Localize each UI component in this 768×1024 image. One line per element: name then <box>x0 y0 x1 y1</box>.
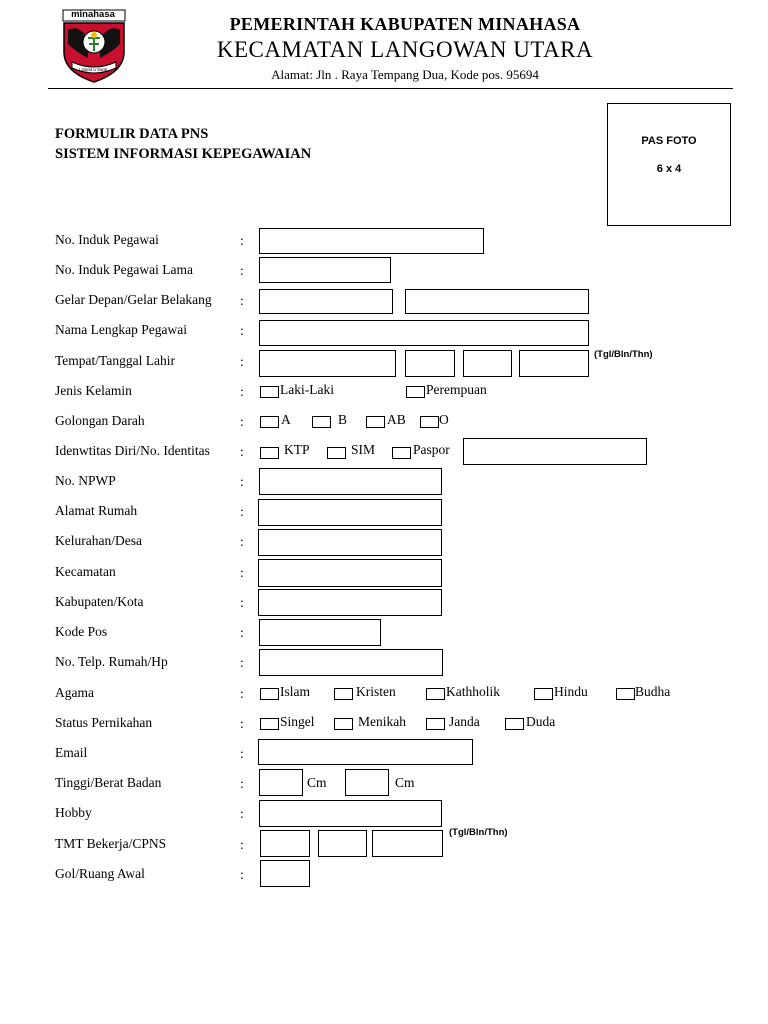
logo-text: minahasa <box>71 9 115 20</box>
option-ktp: KTP <box>284 442 310 457</box>
colon: : <box>240 414 244 429</box>
bln-lahir-field[interactable] <box>463 350 512 377</box>
email-field[interactable] <box>258 739 473 765</box>
islam-checkbox[interactable] <box>260 688 279 700</box>
option-budha: Budha <box>635 684 671 699</box>
option-janda: Janda <box>449 714 480 729</box>
paspor-checkbox[interactable] <box>392 447 411 459</box>
option-paspor: Paspor <box>413 442 450 457</box>
photo-box[interactable] <box>607 103 731 226</box>
label-hobby: Hobby <box>55 805 92 820</box>
date-hint: (Tgl/Bln/Thn) <box>449 827 508 838</box>
kabupaten-field[interactable] <box>258 589 442 616</box>
kathholik-checkbox[interactable] <box>426 688 445 700</box>
kecamatan-field[interactable] <box>258 559 442 587</box>
label-kecamatan: Kecamatan <box>55 564 116 579</box>
colon: : <box>240 776 244 791</box>
colon: : <box>240 263 244 278</box>
form-title-1: FORMULIR DATA PNS <box>55 126 209 142</box>
colon: : <box>240 384 244 399</box>
gol-ruang-field[interactable] <box>260 860 310 887</box>
label-status: Status Pernikahan <box>55 715 153 730</box>
option-laki-laki: Laki-Laki <box>280 382 334 397</box>
gelar-belakang-field[interactable] <box>405 289 589 314</box>
label-jenis-kelamin: Jenis Kelamin <box>55 383 132 398</box>
date-hint: (Tgl/Bln/Thn) <box>594 349 653 360</box>
label-gol-ruang: Gol/Ruang Awal <box>55 866 145 881</box>
colon: : <box>240 444 244 459</box>
menikah-checkbox[interactable] <box>334 718 353 730</box>
tmt-thn-field[interactable] <box>372 830 443 857</box>
nip-field[interactable] <box>259 228 484 254</box>
colon: : <box>240 504 244 519</box>
ktp-checkbox[interactable] <box>260 447 279 459</box>
option-gol-a: A <box>281 412 291 427</box>
colon: : <box>240 354 244 369</box>
label-ttl: Tempat/Tanggal Lahir <box>55 353 175 368</box>
logo-ribbon-text: I Jayat u Santi <box>78 67 108 72</box>
option-perempuan: Perempuan <box>426 382 487 397</box>
gol-a-checkbox[interactable] <box>260 416 279 428</box>
option-hindu: Hindu <box>554 684 588 699</box>
singel-checkbox[interactable] <box>260 718 279 730</box>
gol-o-checkbox[interactable] <box>420 416 439 428</box>
budha-checkbox[interactable] <box>616 688 635 700</box>
no-identitas-field[interactable] <box>463 438 647 465</box>
kelurahan-field[interactable] <box>258 529 442 556</box>
label-npwp: No. NPWP <box>55 473 116 488</box>
photo-label: PAS FOTO <box>641 135 697 147</box>
label-alamat: Alamat Rumah <box>55 503 138 518</box>
colon: : <box>240 233 244 248</box>
label-kabupaten: Kabupaten/Kota <box>55 594 144 609</box>
label-gelar: Gelar Depan/Gelar Belakang <box>55 292 212 307</box>
duda-checkbox[interactable] <box>505 718 524 730</box>
label-kode-pos: Kode Pos <box>55 624 108 639</box>
option-gol-o: O <box>439 412 449 427</box>
form-title-2: SISTEM INFORMASI KEPEGAWAIAN <box>55 146 312 162</box>
colon: : <box>240 655 244 670</box>
label-tmt: TMT Bekerja/CPNS <box>55 836 167 851</box>
colon: : <box>240 595 244 610</box>
tempat-lahir-field[interactable] <box>259 350 396 377</box>
nama-field[interactable] <box>259 320 589 346</box>
unit-cm: Cm <box>395 775 415 790</box>
option-gol-ab: AB <box>387 412 406 427</box>
tmt-bln-field[interactable] <box>318 830 367 857</box>
colon: : <box>240 474 244 489</box>
kristen-checkbox[interactable] <box>334 688 353 700</box>
gol-ab-checkbox[interactable] <box>366 416 385 428</box>
label-tinggi: Tinggi/Berat Badan <box>55 775 162 790</box>
janda-checkbox[interactable] <box>426 718 445 730</box>
laki-laki-checkbox[interactable] <box>260 386 279 398</box>
label-email: Email <box>55 745 88 760</box>
option-islam: Islam <box>280 684 310 699</box>
header-address: Alamat: Jln . Raya Tempang Dua, Kode pos. 95694 <box>271 67 539 82</box>
telp-field[interactable] <box>259 649 443 676</box>
sim-checkbox[interactable] <box>327 447 346 459</box>
label-kelurahan: Kelurahan/Desa <box>55 533 142 548</box>
tinggi-field[interactable] <box>259 769 303 796</box>
header-divider <box>48 88 733 89</box>
option-duda: Duda <box>526 714 556 729</box>
npwp-field[interactable] <box>259 468 442 495</box>
label-identitas: Idenwtitas Diri/No. Identitas <box>55 443 210 458</box>
colon: : <box>240 323 244 338</box>
label-nip: No. Induk Pegawai <box>55 232 159 247</box>
tgl-lahir-field[interactable] <box>405 350 455 377</box>
photo-size: 6 x 4 <box>656 163 682 175</box>
header-line2: KECAMATAN LANGOWAN UTARA <box>216 37 594 62</box>
colon: : <box>240 806 244 821</box>
colon: : <box>240 565 244 580</box>
header-line1: PEMERINTAH KABUPATEN MINAHASA <box>229 14 581 34</box>
hindu-checkbox[interactable] <box>534 688 553 700</box>
label-nama: Nama Lengkap Pegawai <box>55 322 187 337</box>
thn-lahir-field[interactable] <box>519 350 589 377</box>
option-kristen: Kristen <box>356 684 396 699</box>
gelar-depan-field[interactable] <box>259 289 393 314</box>
tmt-tgl-field[interactable] <box>260 830 310 857</box>
colon: : <box>240 625 244 640</box>
colon: : <box>240 867 244 882</box>
colon: : <box>240 746 244 761</box>
colon: : <box>240 837 244 852</box>
label-gol-darah: Golongan Darah <box>55 413 145 428</box>
hobby-field[interactable] <box>259 800 442 827</box>
alamat-field[interactable] <box>258 499 442 526</box>
gol-b-checkbox[interactable] <box>312 416 331 428</box>
option-singel: Singel <box>280 714 315 729</box>
colon: : <box>240 293 244 308</box>
colon: : <box>240 686 244 701</box>
colon: : <box>240 534 244 549</box>
option-menikah: Menikah <box>358 714 406 729</box>
kode-pos-field[interactable] <box>259 619 381 646</box>
colon: : <box>240 716 244 731</box>
label-telp: No. Telp. Rumah/Hp <box>55 654 168 669</box>
unit-cm: Cm <box>307 775 327 790</box>
label-nip-lama: No. Induk Pegawai Lama <box>55 262 193 277</box>
perempuan-checkbox[interactable] <box>406 386 425 398</box>
nip-lama-field[interactable] <box>259 257 391 283</box>
label-agama: Agama <box>55 685 94 700</box>
option-sim: SIM <box>351 442 376 457</box>
option-kathholik: Kathholik <box>446 684 500 699</box>
berat-field[interactable] <box>345 769 389 796</box>
option-gol-b: B <box>338 412 348 427</box>
